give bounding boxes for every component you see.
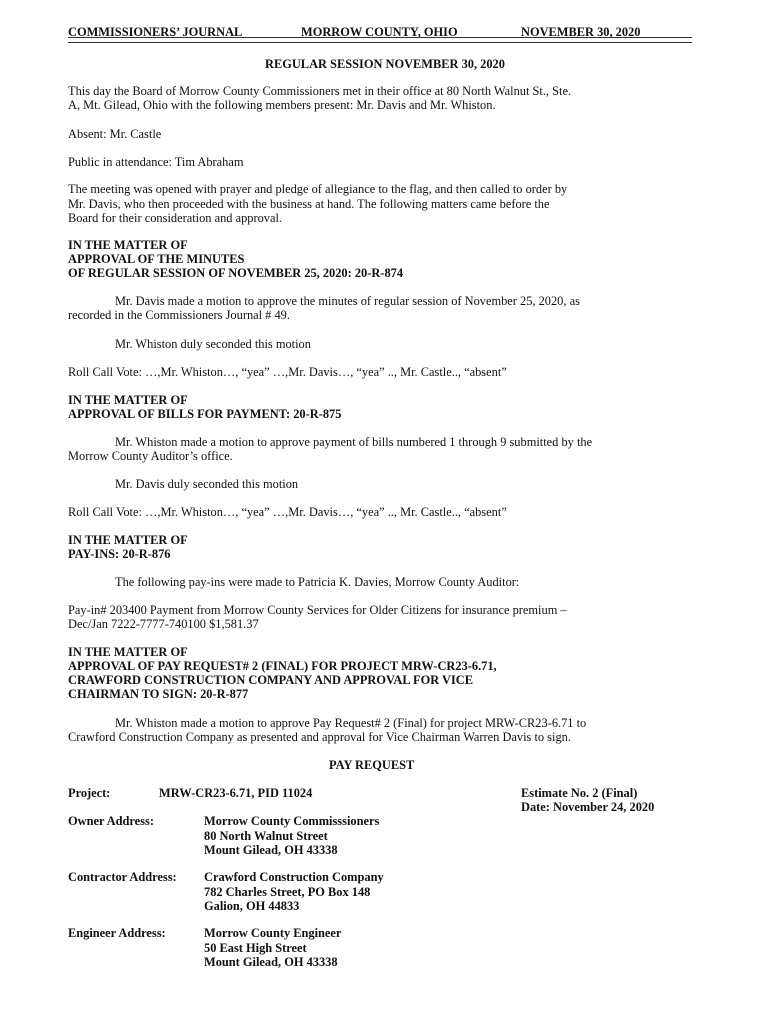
- address-line: Morrow County Engineer: [204, 926, 342, 940]
- estimate-date: Date: November 24, 2020: [521, 800, 655, 814]
- matter-heading: OF REGULAR SESSION OF NOVEMBER 25, 2020: 20-R-874: [68, 266, 404, 280]
- motion-text: Mr. Davis made a motion to approve the minutes of regular session of November 25, 2020, as: [115, 294, 580, 308]
- motion-text: Mr. Whiston made a motion to approve Pay Request# 2 (Final) for project MRW-CR23-6.71 to: [115, 716, 587, 730]
- address-line: 782 Charles Street, PO Box 148: [204, 884, 371, 899]
- address-line: Crawford Construction Company: [204, 870, 384, 884]
- matter-heading: APPROVAL OF BILLS FOR PAYMENT: 20-R-875: [68, 407, 342, 421]
- motion-text: Morrow County Auditor’s office.: [68, 449, 233, 463]
- opening-line-1: The meeting was opened with prayer and pledge of allegiance to the flag, and then called to order by: [68, 182, 568, 196]
- matter-heading: CHAIRMAN TO SIGN: 20-R-877: [68, 687, 249, 701]
- header-county: MORROW COUNTY, OHIO: [301, 25, 458, 39]
- motion-text: Mr. Whiston made a motion to approve payment of bills numbered 1 through 9 submitted by the: [115, 435, 593, 449]
- address-line: 50 East High Street: [204, 940, 307, 955]
- payins-intro: The following pay-ins were made to Patricia K. Davies, Morrow County Auditor:: [115, 575, 520, 589]
- header-journal-title: COMMISSIONERS’ JOURNAL: [68, 25, 243, 39]
- second-text: Mr. Whiston duly seconded this motion: [115, 337, 311, 351]
- owner-address: [204, 814, 379, 858]
- intro-line-2: A, Mt. Gilead, Ohio with the following members present: Mr. Davis and Mr. Whiston.: [68, 98, 496, 112]
- project-label: Project:: [68, 786, 111, 800]
- matter-heading: PAY-INS: 20-R-876: [68, 547, 171, 561]
- matter-heading: CRAWFORD CONSTRUCTION COMPANY AND APPROVAL FOR VICE: [68, 673, 474, 687]
- motion-text: recorded in the Commissioners Journal # 49.: [68, 308, 290, 322]
- matter-heading: IN THE MATTER OF: [68, 393, 188, 407]
- contractor-address-label: Contractor Address:: [68, 870, 177, 884]
- address-line: Galion, OH 44833: [204, 899, 300, 913]
- address-line: Morrow County Commisssioners: [204, 814, 380, 828]
- public-attendance-line: Public in attendance: Tim Abraham: [68, 155, 244, 169]
- payin-line-1: Pay-in# 203400 Payment from Morrow County Services for Older Citizens for insurance premium –: [68, 603, 567, 617]
- engineer-address-label: Engineer Address:: [68, 926, 166, 940]
- matter-heading: IN THE MATTER OF: [68, 533, 188, 547]
- header-double-rule: [68, 37, 692, 43]
- opening-line-2: Mr. Davis, who then proceeded with the business at hand. The following matters came before the: [68, 197, 550, 211]
- engineer-address: [204, 926, 341, 970]
- header-date: NOVEMBER 30, 2020: [521, 25, 641, 39]
- pay-request-title: PAY REQUEST: [329, 758, 415, 772]
- matter-heading: APPROVAL OF PAY REQUEST# 2 (FINAL) FOR PROJECT MRW-CR23-6.71,: [68, 659, 497, 673]
- address-line: Mount Gilead, OH 43338: [204, 843, 338, 857]
- opening-line-3: Board for their consideration and approval.: [68, 211, 283, 225]
- project-value: MRW-CR23-6.71, PID 11024: [159, 786, 313, 800]
- owner-address-label: Owner Address:: [68, 814, 154, 828]
- matter-heading: IN THE MATTER OF: [68, 645, 188, 659]
- address-line: 80 North Walnut Street: [204, 828, 328, 843]
- roll-call-vote: Roll Call Vote: …,Mr. Whiston…, “yea” …,Mr. Davis…, “yea” .., Mr. Castle.., “absent”: [68, 365, 507, 379]
- second-text: Mr. Davis duly seconded this motion: [115, 477, 299, 491]
- absent-line: Absent: Mr. Castle: [68, 127, 162, 141]
- roll-call-vote: Roll Call Vote: …,Mr. Whiston…, “yea” …,Mr. Davis…, “yea” .., Mr. Castle.., “absent”: [68, 505, 507, 519]
- session-title: REGULAR SESSION NOVEMBER 30, 2020: [265, 57, 505, 71]
- motion-text: Crawford Construction Company as presented and approval for Vice Chairman Warren Davis to sign.: [68, 730, 571, 744]
- matter-heading: APPROVAL OF THE MINUTES: [68, 252, 245, 266]
- estimate-number: Estimate No. 2 (Final): [521, 786, 638, 800]
- matter-heading: IN THE MATTER OF: [68, 238, 188, 252]
- contractor-address: [204, 870, 384, 914]
- address-line: Mount Gilead, OH 43338: [204, 955, 338, 969]
- intro-line-1: This day the Board of Morrow County Commissioners met in their office at 80 North Walnut St., Ste.: [68, 84, 572, 98]
- payin-line-2: Dec/Jan 7222-7777-740100 $1,581.37: [68, 617, 259, 631]
